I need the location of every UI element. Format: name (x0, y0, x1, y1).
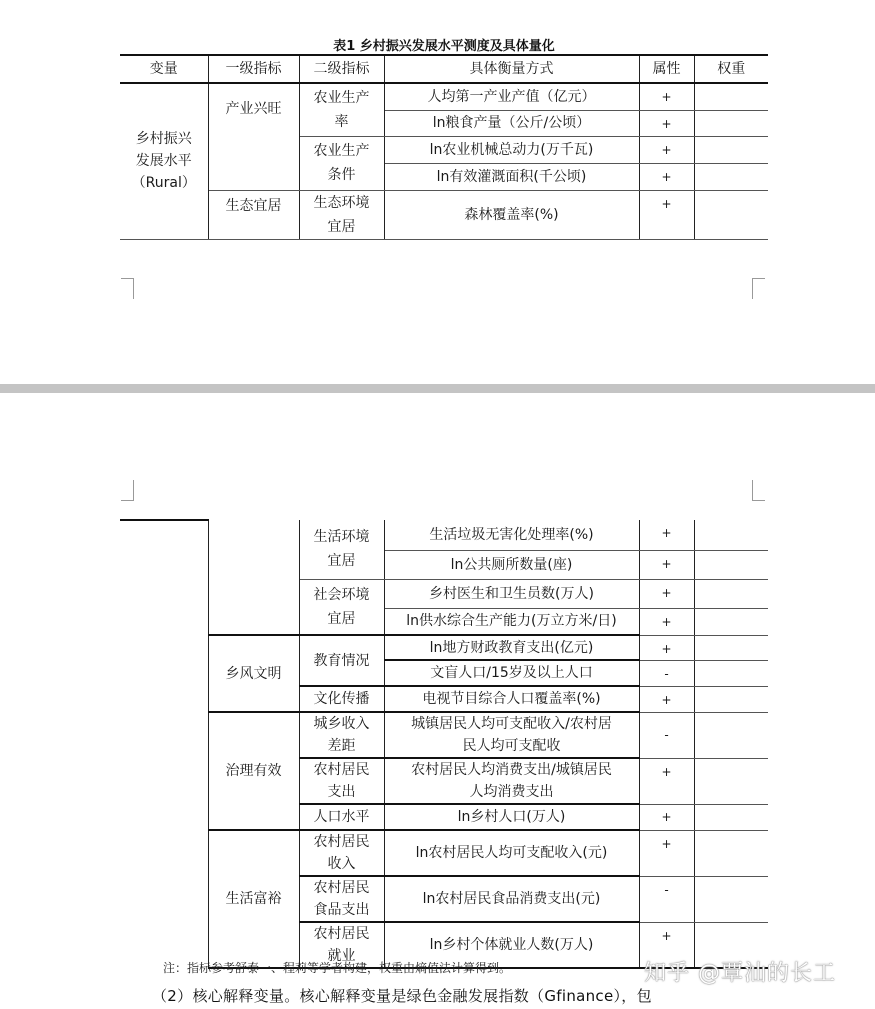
level1-cell: 乡风文明 (208, 635, 299, 712)
variable-label-line2: 发展水平 (135, 153, 192, 170)
level2-cell (299, 712, 384, 758)
attribute-cell: + (639, 83, 694, 110)
level2-label: 农业生产 (313, 143, 370, 159)
level2-label: 差距 (327, 738, 356, 754)
level2-cell (299, 579, 384, 635)
attribute-cell: + (639, 190, 694, 239)
indicator-table-part-1 (120, 54, 768, 240)
weight-cell (694, 660, 768, 686)
level2-label: 农村居民 (313, 834, 370, 850)
attribute-cell: + (639, 136, 694, 163)
attribute-cell: + (639, 550, 694, 579)
level2-label: 就业 (327, 948, 356, 964)
header-measure: 具体衡量方式 (384, 55, 639, 83)
measure-cell: 乡村医生和卫生员数(万人) (384, 579, 639, 608)
level2-label: 食品支出 (313, 902, 370, 918)
measure-cell: 文盲人口/15岁及以上人口 (384, 660, 639, 686)
measure-cell (384, 758, 639, 804)
attribute-cell: + (639, 520, 694, 550)
header-level2: 二级指标 (299, 55, 384, 83)
level2-label: 宜居 (327, 610, 356, 627)
attribute-cell: - (639, 712, 694, 758)
measure-cell: 人均第一产业产值（亿元） (384, 83, 639, 110)
attribute-cell: + (639, 686, 694, 712)
level1-cell: 生态宜居 (208, 190, 299, 239)
weight-cell (694, 712, 768, 758)
page-corner-mark (752, 480, 765, 501)
attribute-cell: + (639, 163, 694, 190)
measure-cell (384, 712, 639, 758)
measure-cell: 生活垃圾无害化处理率(%) (384, 520, 639, 550)
level2-cell (299, 136, 384, 190)
measure-line: 民人均可支配收 (462, 738, 561, 754)
weight-cell (694, 686, 768, 712)
variable-label-line3: （Rural） (131, 175, 196, 192)
attribute-cell: + (639, 922, 694, 968)
level2-label: 农业生产 (313, 89, 370, 106)
level2-cell: 教育情况 (299, 635, 384, 686)
measure-cell: ln农村居民食品消费支出(元) (384, 876, 639, 922)
level2-cell (299, 876, 384, 922)
measure-cell: ln农村居民人均可支配收入(元) (384, 830, 639, 876)
table-note: 注：指标参考舒泰一、程莉等学者构建，权重由熵值法计算得到。 (163, 961, 512, 975)
attribute-cell: + (639, 758, 694, 804)
page-corner-mark (121, 480, 134, 501)
level1-cell: 生活富裕 (208, 830, 299, 968)
level2-label: 宜居 (327, 218, 356, 235)
weight-cell (694, 608, 768, 635)
measure-cell: 电视节目综合人口覆盖率(%) (384, 686, 639, 712)
weight-cell (694, 635, 768, 660)
weight-cell (694, 804, 768, 830)
body-paragraph: （2）核心解释变量。核心解释变量是绿色金融发展指数（Gfinance），包 (152, 987, 652, 1005)
attribute-cell: + (639, 635, 694, 660)
weight-cell (694, 876, 768, 922)
level2-label: 率 (334, 113, 349, 130)
level1-cell: 治理有效 (208, 712, 299, 830)
weight-cell (694, 830, 768, 876)
header-level1: 一级指标 (208, 55, 299, 83)
weight-cell (694, 550, 768, 579)
level2-label: 支出 (327, 784, 356, 800)
weight-cell (694, 758, 768, 804)
level2-cell (299, 190, 384, 239)
level2-label: 生态环境 (313, 194, 370, 211)
level2-cell: 人口水平 (299, 804, 384, 830)
measure-cell: ln公共厕所数量(座) (384, 550, 639, 579)
measure-cell: 森林覆盖率(%) (384, 190, 639, 239)
measure-line: 城镇居民人均可支配收入/农村居 (411, 716, 612, 732)
table-title: 表1 乡村振兴发展水平测度及具体量化 (333, 39, 555, 54)
page-corner-mark (121, 278, 134, 299)
attribute-cell: + (639, 608, 694, 635)
weight-cell (694, 136, 768, 163)
measure-cell: ln供水综合生产能力(万立方米/日) (384, 608, 639, 635)
measure-cell: ln地方财政教育支出(亿元) (384, 635, 639, 660)
measure-cell: ln农业机械总动力(万千瓦) (384, 136, 639, 163)
indicator-table-part-2 (120, 519, 768, 969)
level2-cell: 文化传播 (299, 686, 384, 712)
level2-label: 农村居民 (313, 926, 370, 942)
header-weight: 权重 (694, 55, 768, 83)
level2-label: 条件 (327, 167, 356, 183)
variable-label-line1: 乡村振兴 (135, 131, 192, 148)
level2-cell (299, 830, 384, 876)
weight-cell (694, 579, 768, 608)
measure-cell: ln有效灌溉面积(千公顷) (384, 163, 639, 190)
page-corner-mark (752, 278, 765, 299)
weight-cell (694, 190, 768, 239)
weight-cell (694, 110, 768, 136)
level2-cell (299, 758, 384, 804)
measure-cell: ln乡村人口(万人) (384, 804, 639, 830)
measure-cell: ln乡村个体就业人数(万人) (384, 922, 639, 968)
zhihu-watermark: 知乎 @覃汕的长工 (644, 961, 836, 986)
measure-line: 人均消费支出 (469, 784, 554, 800)
attribute-cell: - (639, 660, 694, 686)
attribute-cell: + (639, 804, 694, 830)
document-page-1 (0, 0, 875, 384)
level2-label: 社会环境 (313, 586, 370, 603)
variable-cell-continued (120, 520, 208, 969)
header-variable: 变量 (120, 55, 208, 83)
variable-cell (120, 83, 208, 239)
level2-label: 宜居 (327, 553, 356, 570)
weight-cell (694, 520, 768, 550)
level2-cell (299, 83, 384, 136)
page-separator (0, 384, 875, 393)
attribute-cell: + (639, 830, 694, 876)
measure-line: 农村居民人均消费支出/城镇居民 (411, 762, 612, 778)
attribute-cell: - (639, 876, 694, 922)
measure-cell: ln粮食产量（公斤/公顷） (384, 110, 639, 136)
level2-label: 农村居民 (313, 762, 370, 778)
weight-cell (694, 83, 768, 110)
level2-label: 收入 (327, 856, 356, 872)
weight-cell (694, 163, 768, 190)
level2-cell (299, 520, 384, 579)
attribute-cell: + (639, 579, 694, 608)
level2-label: 生活环境 (313, 529, 370, 546)
attribute-cell: + (639, 110, 694, 136)
header-attribute: 属性 (639, 55, 694, 83)
level1-cell (208, 520, 299, 635)
level2-label: 农村居民 (313, 880, 370, 896)
level2-label: 城乡收入 (313, 716, 370, 732)
level1-cell: 产业兴旺 (208, 83, 299, 190)
